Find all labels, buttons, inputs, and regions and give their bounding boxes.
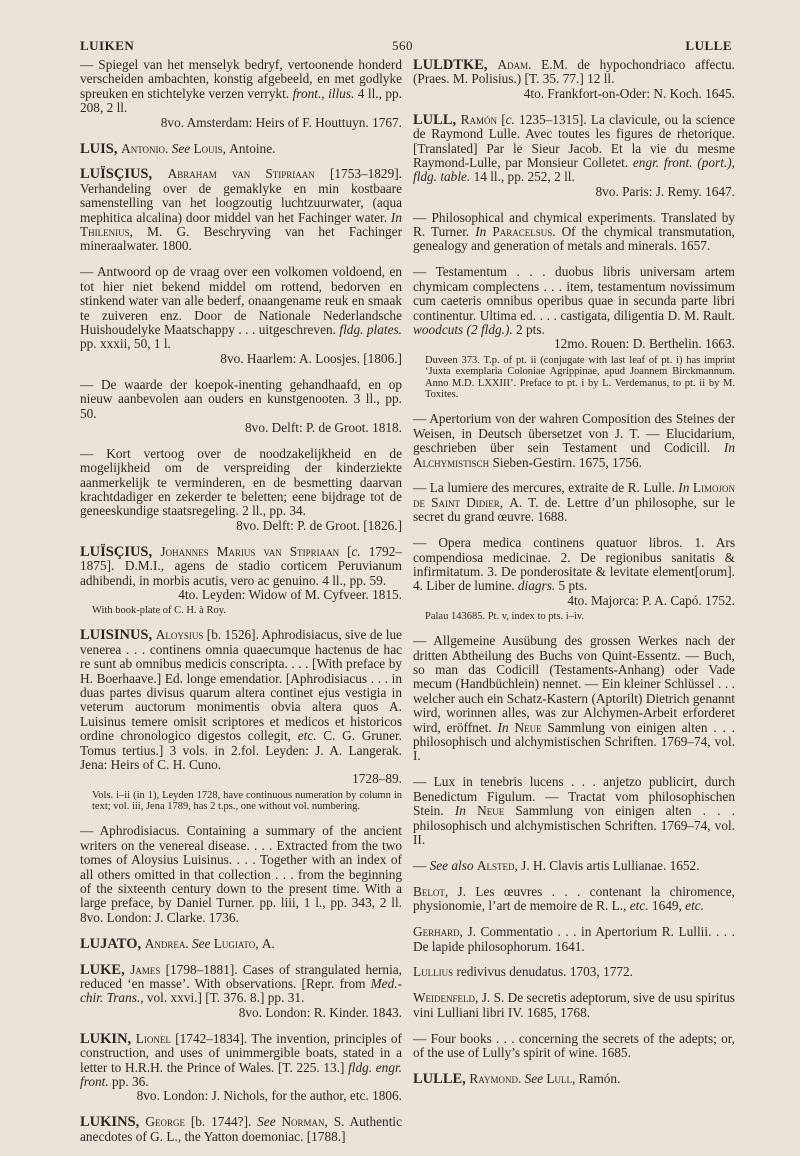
entry-text: 1235–1315]. La clavicule, ou la science de Raymond Lulle. Avec toutes les figures de rhetorique. [Translated] Par le Sieur Jacob. Et la vie du mesme Raymond-Lulle, par Monsieur Colletet. [413,111,735,170]
italic-text: etc. [685,898,704,914]
italic-text: In [454,803,478,819]
entry-text: — Allgemeine Ausübung des grossen Werkes nach der dritten Abtheilung des Buchs von Quint-Essentz. — Buch, so man das Codicill (Testaments-Anhang) oder Vade mecum (Handbüchlein) nennet. — Ein kleiner Schlüssel . . . welcher auch ein Schatz-Kastern (Aptorilt) Dietrich genannt wird, worinnen alles, was zur Alchymen-Arbeit erforderet wird, eröffnet. [413,633,735,735]
small-caps-text: Louis, [193,140,230,156]
small-caps-text: Ramón [460,111,502,127]
entry-text: — Kort vertoog over de noodzakelijkheid en de mogelijkheid om de verspreiding der kinderziekte aanmerkelijk te verminderen, en de besmetting daarvan krachtdadiger en zekerder te beletten; eene bijdrage tot de geneeskundige staatsregeling. 2 ll., pp. 34. [80,445,402,519]
catalog-entry [80,167,402,253]
note: Duveen 373. T.p. of pt. ii (conjugate with last leaf of pt. i) has imprint ‘Juxta exemplaria Coloniae Agrippinae, apud Joannem Birckmannum. Anno M.D. LXXIII’. Preface to pt. i by L. Verdemanus, to pt. ii by M. Toxites. [425,354,735,401]
entry-text: Sammlung von einigen alten . . . philosophisch und alchymistischen Schriften. 1769–74, vol. II. [413,803,735,847]
entry-text: — Philosophical and chymical experiments. Translated by R. Turner. [413,209,735,240]
running-head-left: LUIKEN [80,38,135,53]
catalog-entry [413,481,735,524]
running-head-right: LULLE [685,38,732,53]
imprint: 1728–89. [352,771,402,787]
entry-text: A. [261,935,275,951]
entry-text: — La lumiere des mercures, extraite de R. Lulle. [413,480,679,496]
entry-text: J. Les œuvres . . . contenant la chiromence, physionomie, l’art de memoire de R. L., [413,883,735,914]
catalog-entry [80,378,402,436]
entry-text: S. Authentic anecdotes of G. L., the Yatton doemoniac. [1788.] [80,1114,402,1144]
headword: LUISINUS, [80,627,156,644]
entry-text: [b. 1744?]. [190,1114,258,1130]
catalog-entry [80,265,402,366]
small-caps-text: George [145,1114,191,1130]
italic-text: fldg. plates. [339,322,402,337]
catalog-entry [80,447,402,533]
entry-text: [1742–1834]. The invention, principles of construction, and uses of unimmergible boats, stated in a letter to H.R.H. the Prince of Wales. [T. 225. 13.] [80,1030,402,1075]
headword: LUIS, [80,140,122,157]
small-caps-text: Alchymistisch [413,454,493,470]
small-caps-text: Belot, [413,883,458,899]
entry-text: J. H. Clavis artis Lullianae. 1652. [521,857,700,873]
italic-text: c. [505,111,515,127]
catalog-entry [413,885,735,914]
entry-text: 2 pts. [512,322,545,337]
italic-text: fldg. engr. front. [80,1059,402,1089]
headword: LUJATO, [80,935,145,952]
entry-text: pp. xxxii, 50, 1 l. [80,336,171,352]
imprint: 8vo. Delft: P. de Groot. 1818. [245,419,402,435]
catalog-entry [413,925,735,954]
entry-text: [ [347,543,352,559]
small-caps-text: Norman, [281,1114,334,1130]
entry-text: — Four books . . . concerning the secrets of the adepts; or, of the use of Lully’s spirit of wine. 1685. [413,1030,735,1061]
small-caps-text: Lionel [135,1030,176,1046]
note: Palau 143685. Pt. v, index to pts. i–iv. [425,611,585,623]
catalog-entry [413,1032,735,1061]
imprint: 4to. Majorca: P. A. Capó. 1752. [567,592,735,608]
italic-text: diagrs. [517,578,556,594]
catalog-entry [413,265,735,400]
headword: LUÏSÇIUS, [80,166,168,183]
italic-text: etc. [297,728,317,744]
catalog-entry [80,1032,402,1104]
imprint: 8vo. London: J. Nichols, for the author, etc. 1806. [136,1088,402,1104]
italic-text: woodcuts (2 fldg.). [413,322,513,337]
entry-text: 4 ll., pp. 208, 2 ll. [80,85,402,116]
small-caps-text: Limojon de Saint Didier, [413,480,735,510]
entry-text: redivivus denudatus. 1703, 1772. [456,964,633,980]
italic-text: c. [351,543,361,559]
entry-text: Antoine. [229,140,276,156]
headword: LUKE, [80,961,131,978]
entry-text: 1649, [648,898,686,914]
small-caps-text: Neue [477,803,516,819]
catalog-entry [80,1115,402,1144]
entry-text: 1792–1875]. D.M.I., agens de stadio corticem Peruvianum adhibendi, in morbis acutis, vero ac genuino. 4 ll., pp. 59. [80,543,402,588]
catalog-entry [80,142,402,156]
catalog-entry [80,937,402,951]
imprint: 8vo. Paris: J. Remy. 1647. [595,183,735,199]
headword: LULDTKE, [413,57,498,73]
headword: LUÏSÇIUS, [80,543,161,560]
right-column [413,58,735,1098]
catalog-entry [413,1072,735,1086]
small-caps-text: Johannes Marius van Stipriaan [160,543,348,559]
italic-text: engr. front. (port.), fldg. table. [413,154,735,185]
catalog-entry [80,824,402,925]
small-caps-text: Raymond. [469,1070,525,1086]
entry-text: — Lux in tenebris lucens . . . anjetzo publicirt, durch Benedictum Figulum. — Tractat vom philosophischen Stein. [413,774,735,819]
italic-text: See [257,1114,282,1130]
headword: LUKINS, [80,1114,146,1131]
entry-text: [1753–1829]. Verhandeling over de gemaklyke en min kostbaare samenstelling van het loogzoutig luchtzuurwater, (aqua mephitica alcalina) door middel van het Fachinger water. [80,166,402,225]
entry-text: [1798–1881]. Cases of strangulated hernia, reduced ‘en masse’. With observations. [Repr. from [80,961,402,992]
italic-text: In [678,480,693,496]
entry-text: [b. 1526]. Aphrodisiacus, sive de lue venerea . . . continens omnia quaecumque hactenus de hac re sunt ab omnibus medicis conscripta. . . . [With preface by H. Boerhaave.] Ed. longe emendatior. [Aphrodisiacus . . . in duas partes divisus quarum altera continet ejus vestigia in veterum auctorum monimentis obvia altera quos A. Luisinus temere omisit scriptores et medicos et historicos ordine chronologico digestos collegit, [80,627,402,744]
small-caps-text: Lull, [546,1070,579,1086]
entry-text: — De waarde der koepok-inenting gehandhaafd, en op nieuw aanbevolen aan ouders en kunstgenooten. 3 ll., pp. 50. [80,376,402,421]
imprint: 4to. Leyden: Widow of M. Cyfveer. 1815. [178,587,402,602]
catalog-entry [413,412,735,470]
page-number: 560 [392,38,413,53]
entry-text: — Antwoord op de vraag over een volkomen voldoend, en tot hier niet bekend middel om rottend, bedorven en stinkend water van alle bederf, onaangename reuk en smaak te zuiveren enz. Door de Nationale Nederlandsche Huishoudelyke Maatschappy . . . uitgeschreven. [80,264,402,337]
italic-text: In [390,209,402,225]
imprint: 4to. Frankfort-on-Oder: N. Koch. 1645. [523,85,735,101]
small-caps-text: James [130,961,166,977]
entry-text: — Aphrodisiacus. Containing a summary of the ancient writers on the venereal disease. . . . Extracted from the two tomes of Aloysius Luisinus. . . . Together with an index of all others omitted in that collection . . . from the beginning of the sixteenth century down to the present time. With a large preface, by Daniel Turner. pp. liii, 1 l., pp. 343, 2 ll. 8vo. London: J. Clarke. 1736. [80,823,402,925]
imprint: 8vo. Amsterdam: Heirs of F. Houttuyn. 1767. [160,114,402,130]
entry-text: — Apertorium von der wahren Composition des Steines der Weisen, in Deutsch übersetzet von J. T. — Elucidarium, geschrieben über sein Testament und Codicill. [413,411,735,456]
italic-text: See also [429,857,477,873]
left-column [80,58,402,1156]
entry-text: — Testamentum . . . duobus libris universam artem chymicam complectens . . . item, testamentum novissimum cum caeteris omnibus operibus quae in secunda parte libri continentur. Ultima ed. . . . castigata, diligentia D. M. Rault. [413,264,735,323]
catalog-entry [413,536,735,623]
entry-text: — Opera medica continens quatuor libros. 1. Ars compendiosa medicinae. 2. De regionibus sanitatis & infirmitatum. 3. De ponderositate & levitate element[orum]. 4. Liber de lumine. [413,535,735,594]
small-caps-text: Abraham van Stipriaan [167,166,330,182]
small-caps-text: Aloysius [155,627,207,643]
imprint: 8vo. Haarlem: A. Loosjes. [1806.] [220,350,402,366]
small-caps-text: Weidenfeld, [413,990,482,1006]
italic-text: Med.-chir. Trans., [80,976,402,1006]
small-caps-text: Thilenius, [80,224,148,240]
catalog-entry [413,58,735,101]
small-caps-text: Alsted, [476,857,522,873]
catalog-entry [413,113,735,199]
imprint: 12mo. Rouen: D. Berthelin. 1663. [554,336,735,352]
italic-text: etc. [629,898,649,914]
small-caps-text: Neue [514,719,548,735]
catalog-entry [413,965,735,979]
imprint: 8vo. Delft: P. de Groot. [1826.] [236,517,402,533]
italic-text: In [475,224,493,240]
italic-text: See [192,935,214,951]
small-caps-text: Lugiato, [213,935,262,951]
entry-text: 14 ll., pp. 252, 2 ll. [470,169,575,185]
entry-text: Of the chymical transmutation, genealogy and generation of metals and minerals. 1657. [413,224,735,254]
entry-text: — Spiegel van het menselyk bedryf, vertoonende honderd verscheiden ambachten, konstig afgebeeld, en met godlyke spreuken en stichtelyke verzen verrykt. [80,57,402,101]
entry-text: A. T. de. Lettre d’un philosophe, sur le secret du grand œuvre. 1688. [413,494,735,525]
small-caps-text: Paracelsus. [492,224,562,240]
italic-text: In [497,719,515,735]
catalog-entry [413,859,735,873]
italic-text: front., illus. [292,85,355,101]
catalog-entry [80,545,402,617]
catalog-entry [413,211,735,254]
catalog-entry [413,775,735,847]
note: With book-plate of C. H. à Roy. [92,605,226,617]
entry-text: E.M. de hypochondriaco affectu. (Praes. M. Polisius.) [T. 35. 77.] 12 ll. [413,57,735,87]
imprint: 8vo. London: R. Kinder. 1843. [238,1004,402,1020]
entry-text: 5 pts. [555,578,588,594]
catalog-entry [80,628,402,812]
small-caps-text: Andrea. [144,935,192,951]
headword: LULLE, [413,1070,470,1087]
entry-text: M. G. Beschryving van het Fachinger mineraalwater. 1800. [80,224,402,254]
catalog-entry [413,634,735,764]
small-caps-text: Antonio. [121,140,172,156]
entry-text: C. G. Gruner. Tomus tertius.] 3 vols. in 2. [80,728,403,758]
small-caps-text: Adam. [497,57,542,72]
catalog-entry [413,991,735,1020]
small-caps-text: Gerhard, [413,924,468,940]
entry-text: fol. Leyden: J. A. Langerak. Jena: Heirs of C. H. Cuno. [80,742,402,773]
headword: LULL, [413,111,461,128]
italic-text: See [171,140,194,156]
entry-text: pp. 36. [108,1073,149,1089]
entry-text: vol. xxvi.] [T. 376. 8.] pp. 31. [143,990,305,1006]
italic-text: See [524,1070,547,1086]
italic-text: In [723,440,735,456]
entry-text: Ramón. [578,1070,621,1086]
small-caps-text: Lullius [413,964,457,980]
note: Vols. i–ii (in 1), Leyden 1728, have continuous numeration by column in text; vol. iii, Jena 1789, has 2 t.ps., one without vol. numbering. [92,789,402,813]
entry-text: — [413,857,430,873]
entry-text: J. Commentatio . . . in Apertorium R. Lullii. . . . De lapide philosophorum. 1641. [413,924,735,954]
entry-text: Sieben-Gestirn. 1675, 1756. [492,454,643,470]
entry-text: Sammlung von einigen alten . . . philosophisch und alchymistischen Schriften. 1769–74, vol. I. [413,719,735,764]
entry-text: J. S. De secretis adeptorum, sive de usu spiritus vini Lulliani libri IV. 1685, 1768. [413,990,735,1020]
headword: LUKIN, [80,1030,136,1047]
catalog-entry [80,963,402,1021]
entry-text: [ [501,111,506,127]
catalog-entry [80,58,402,130]
